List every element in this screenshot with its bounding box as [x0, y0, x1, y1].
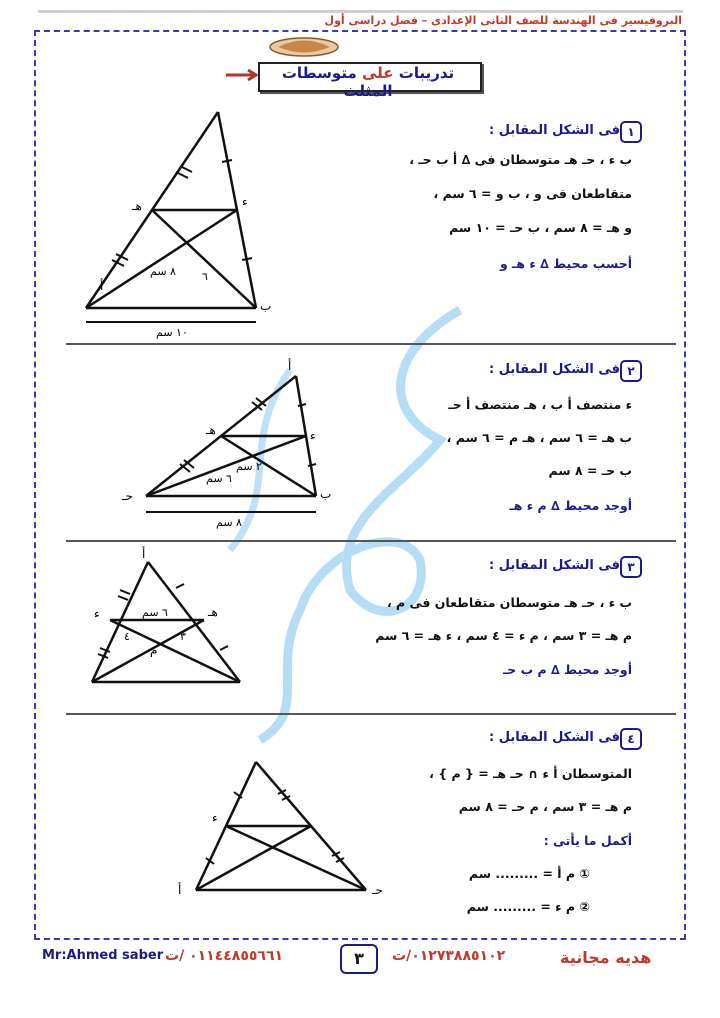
figure-label: هـ: [132, 199, 142, 213]
question-heading: فى الشكل المقابل :: [489, 730, 620, 745]
question-line: ب ء ، حـ هـ متوسطان متقاطعان فى م ،: [386, 595, 632, 610]
question-line: ء منتصف أ ب ، هـ منتصف أ حـ: [448, 397, 632, 412]
question-number: ٢: [620, 360, 642, 382]
figure-label: ب: [320, 487, 332, 501]
triangle-figure-3: [80, 548, 260, 698]
figure-measure: ٢ سم: [236, 460, 262, 473]
question-line: ب حـ = ٨ سم: [548, 463, 632, 478]
question-line: م هـ = ٣ سم ، م حـ = ٨ سم: [458, 799, 632, 814]
figure-measure: ٨ سم: [216, 516, 242, 529]
question-line: ب ء ، حـ هـ متوسطان فى ∆ أ ب حـ ،: [409, 152, 632, 167]
figure-label: أ: [100, 279, 104, 293]
figure-label: هـ: [208, 605, 218, 619]
figure-measure: ٣: [180, 630, 186, 643]
fill-in-item: ② م ء = ......... سم: [466, 899, 590, 914]
figure-label: ب: [260, 299, 272, 313]
author-name: Mr:Ahmed saber: [42, 948, 164, 963]
header-text: البروفيسير فى الهندسة للصف الثانى الإعدادى – فصل دراسى أول: [324, 14, 682, 27]
question-request: أكمل ما يأتى :: [543, 833, 632, 848]
figure-label: حـ: [372, 883, 383, 897]
question-number: ١: [620, 121, 642, 143]
question-line: م هـ = ٣ سم ، م ء = ٤ سم ، ء هـ = ٦ سم: [375, 628, 632, 643]
question-request: أوجد محيط ∆ م ب حـ: [503, 662, 632, 677]
phone-number: ٠١٢٧٣٨٨٥١٠٢/ت: [392, 948, 506, 964]
question-number: ٤: [620, 728, 642, 750]
question-heading: فى الشكل المقابل :: [489, 123, 620, 138]
figure-measure: ١٠ سم: [156, 326, 188, 339]
triangle-figure-1: [60, 100, 290, 340]
figure-label: أ: [142, 547, 146, 561]
figure-label: ء: [242, 195, 248, 209]
triangle-figure-2: [110, 360, 340, 530]
phone-number: ٠١١٤٤٨٥٥٦٦١ /ت: [165, 948, 284, 964]
question-request: أحسب محيط ∆ ء هـ و: [499, 256, 632, 271]
question-request: أوجد محيط ∆ م ء هـ: [509, 498, 632, 513]
figure-label: أ: [178, 883, 182, 897]
figure-label: حـ: [122, 489, 133, 503]
figure-measure: ٦ سم: [206, 472, 232, 485]
question-line: ب هـ = ٦ سم ، هـ م = ٦ سم ،: [446, 430, 632, 445]
pointer-icon: [226, 68, 260, 82]
section-divider: [66, 713, 676, 715]
figure-label: ء: [94, 607, 100, 621]
figure-label: أ: [288, 359, 292, 373]
figure-measure: ٦ سم: [142, 606, 168, 619]
fill-in-item: ① م أ = ......... سم: [468, 866, 590, 881]
figure-measure: ٦: [202, 270, 208, 283]
question-number: ٣: [620, 556, 642, 578]
figure-measure: ٤: [124, 630, 130, 643]
figure-label: ء: [212, 811, 218, 825]
free-gift-label: هديه مجانية: [560, 948, 652, 967]
section-divider: [66, 343, 676, 345]
section-divider: [66, 540, 676, 542]
question-heading: فى الشكل المقابل :: [489, 362, 620, 377]
question-line: المتوسطان أ ء ∩ حـ هـ = { م } ،: [429, 766, 632, 781]
triangle-figure-4: [170, 750, 390, 910]
figure-measure: ٨ سم: [150, 265, 176, 278]
figure-label: ء: [310, 429, 316, 443]
ornament-icon: [268, 36, 340, 58]
page-number: ٣: [340, 944, 378, 974]
question-heading: فى الشكل المقابل :: [489, 558, 620, 573]
header-line: [38, 10, 683, 13]
question-line: متقاطعان فى و ، ب و = ٦ سم ،: [433, 186, 632, 201]
figure-label: هـ: [206, 423, 216, 437]
question-line: و هـ = ٨ سم ، ب حـ = ١٠ سم: [449, 220, 632, 235]
figure-label: م: [150, 643, 158, 657]
page-title: تدريبات على متوسطات المثلث: [281, 64, 455, 100]
